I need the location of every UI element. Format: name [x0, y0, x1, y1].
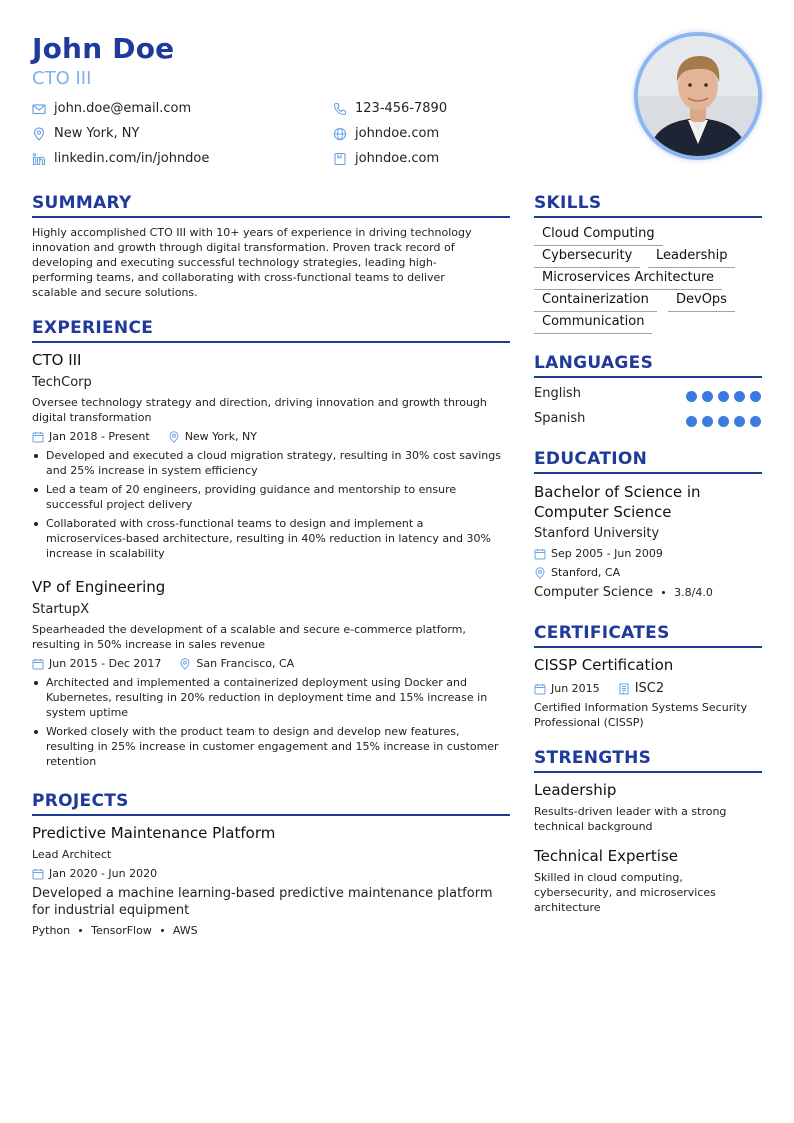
strength-description-line: Skilled in cloud computing,: [534, 871, 683, 884]
project-role: Lead Architect: [32, 848, 112, 861]
email-text: john.doe@email.com: [54, 101, 192, 116]
rating-dot: [718, 391, 729, 402]
job-location: New York, NY: [184, 430, 257, 443]
profile-photo-illustration: [638, 36, 758, 156]
bullet-line: Kubernetes, resulting in 20% reduction in deployment time and 15% increase in: [46, 691, 488, 704]
certificate-description-line: Certified Information Systems Security: [534, 701, 748, 714]
language-rating: [686, 416, 761, 427]
job-dates: Jan 2018 - Present: [49, 430, 150, 443]
languages-divider: [534, 376, 762, 378]
rating-dot: [702, 416, 713, 427]
contact-email[interactable]: [32, 101, 191, 116]
degree-line: Computer Science: [534, 503, 672, 521]
rating-dot: [750, 416, 761, 427]
language-name: Spanish: [534, 411, 586, 426]
certificate-description: [534, 700, 762, 730]
rating-dot: [702, 391, 713, 402]
languages-heading: LANGUAGES: [534, 353, 654, 373]
job-role: VP of Engineering: [32, 578, 166, 596]
strengths-divider: [534, 771, 762, 773]
summary-line: scalable and secure solutions.: [32, 286, 198, 299]
skill-tag: Containerization: [534, 291, 657, 312]
strength-name: Leadership: [534, 781, 617, 799]
strength-description: [534, 870, 762, 915]
location-pin-icon: [534, 567, 546, 579]
summary-line: Highly accomplished CTO III with 10+ years of experience in driving technology: [32, 226, 472, 239]
candidate-name: John Doe: [32, 32, 175, 65]
bullet-line: resulting in 25% increase in customer engagement and 15% increase in customer: [46, 740, 499, 753]
strength-description: [534, 804, 762, 834]
job-meta: [32, 657, 294, 670]
project-description-line: Developed a machine learning-based predictive maintenance platform: [32, 886, 493, 901]
job-company: TechCorp: [32, 375, 92, 390]
summary-divider: [32, 216, 510, 218]
experience-heading: EXPERIENCE: [32, 318, 154, 338]
summary-text: [32, 225, 510, 300]
summary-heading: SUMMARY: [32, 193, 132, 213]
project-description: [32, 885, 510, 919]
education-location: Stanford, CA: [551, 566, 621, 579]
tech-item: Python: [32, 924, 71, 937]
education-gpa: 3.8/4.0: [674, 586, 713, 599]
contact-portfolio[interactable]: [333, 151, 439, 166]
skills-heading: SKILLS: [534, 193, 602, 213]
projects-divider: [32, 814, 510, 816]
job-description-line: digital transformation: [32, 411, 152, 424]
phone-icon: [333, 102, 347, 116]
skill-tag: DevOps: [668, 291, 735, 312]
certificate-date: Jun 2015: [551, 682, 600, 695]
summary-line: developing and executing successful technology strategies, leading high-: [32, 256, 437, 269]
summary-line: innovation and growth through digital transformation. Proven track record of: [32, 241, 455, 254]
strength-description-line: Results-driven leader with a strong: [534, 805, 727, 818]
bullet-line: Collaborated with cross-functional teams to design and implement a: [46, 517, 424, 530]
skills-divider: [534, 216, 762, 218]
contact-phone[interactable]: [333, 101, 447, 116]
degree-line: Bachelor of Science in: [534, 483, 701, 501]
job-bullet: [32, 724, 510, 769]
rating-dot: [750, 391, 761, 402]
certificate-description-line: Professional (CISSP): [534, 716, 644, 729]
education-field: Computer Science: [534, 585, 654, 600]
linkedin-icon: [32, 152, 46, 166]
education-heading: EDUCATION: [534, 449, 648, 469]
education-location-row: [534, 566, 620, 579]
rating-dot: [734, 416, 745, 427]
education-divider: [534, 472, 762, 474]
bullet-line: successful project delivery: [46, 498, 193, 511]
strength-name: Technical Expertise: [534, 847, 679, 865]
education-school: Stanford University: [534, 526, 660, 541]
project-name: Predictive Maintenance Platform: [32, 824, 276, 842]
language-rating: [686, 391, 761, 402]
location-pin-icon: [168, 431, 180, 443]
rating-dot: [718, 416, 729, 427]
project-description-line: for industrial equipment: [32, 903, 190, 918]
job-description-line: Spearheaded the development of a scalable and secure e-commerce platform,: [32, 623, 466, 636]
rating-dot: [686, 416, 697, 427]
bullet-line: retention: [46, 755, 97, 768]
skill-tag: Microservices Architecture: [534, 269, 722, 290]
education-degree: [534, 482, 762, 522]
job-role: CTO III: [32, 351, 82, 369]
language-name: English: [534, 386, 581, 401]
certificate-issuer: ISC2: [634, 681, 665, 696]
rating-dot: [686, 391, 697, 402]
bullet-line: and 25% increase in system efficiency: [46, 464, 258, 477]
calendar-icon: [32, 658, 44, 670]
bullet-line: microservices-based architecture, resulting in 40% reduction in latency and 30%: [46, 532, 491, 545]
job-description-line: resulting in 50% increase in sales revenue: [32, 638, 266, 651]
email-icon: [32, 102, 46, 116]
contact-location: [32, 126, 139, 141]
phone-text: 123-456-7890: [355, 101, 448, 116]
contact-linkedin[interactable]: [32, 151, 209, 166]
bullet-line: Led a team of 20 engineers, providing guidance and mentorship to ensure: [46, 483, 457, 496]
education-dates: Sep 2005 - Jun 2009: [551, 547, 663, 560]
job-bullet: [32, 482, 510, 512]
project-dates: Jan 2020 - Jun 2020: [49, 867, 158, 880]
rating-dot: [734, 391, 745, 402]
strengths-heading: STRENGTHS: [534, 748, 652, 768]
candidate-title: CTO III: [32, 68, 92, 89]
job-dates: Jun 2015 - Dec 2017: [49, 657, 162, 670]
job-description-line: Oversee technology strategy and direction, driving innovation and growth through: [32, 396, 487, 409]
projects-heading: PROJECTS: [32, 791, 129, 811]
location-text: New York, NY: [54, 126, 140, 141]
job-location: San Francisco, CA: [196, 657, 295, 670]
bullet-line: Architected and implemented a containerized deployment using Docker and: [46, 676, 467, 689]
job-description: [32, 622, 510, 652]
calendar-icon: [534, 683, 546, 695]
location-pin-icon: [32, 127, 46, 141]
profile-photo: [634, 32, 762, 160]
skill-tag: Leadership: [648, 247, 735, 268]
job-bullet: [32, 516, 510, 561]
institution-icon: [618, 683, 630, 695]
tech-item: AWS: [172, 924, 198, 937]
strength-description-line: cybersecurity, and microservices: [534, 886, 716, 899]
bullet-line: increase in scalability: [46, 547, 165, 560]
linkedin-text: linkedin.com/in/johndoe: [54, 151, 210, 166]
certificates-divider: [534, 646, 762, 648]
job-bullet: [32, 448, 510, 478]
contact-website[interactable]: [333, 126, 439, 141]
certificates-heading: CERTIFICATES: [534, 623, 670, 643]
experience-divider: [32, 341, 510, 343]
job-description: [32, 395, 510, 425]
bullet-line: Developed and executed a cloud migration strategy, resulting in 30% cost savings: [46, 449, 501, 462]
strength-description-line: technical background: [534, 820, 653, 833]
certificate-name: CISSP Certification: [534, 656, 674, 674]
bullet-line: Worked closely with the product team to design and develop new features,: [46, 725, 460, 738]
tech-item: TensorFlow: [91, 924, 152, 937]
bullet-line: system uptime: [46, 706, 129, 719]
summary-line: performing teams, and collaborating with cross-functional teams to deliver: [32, 271, 445, 284]
skill-tag: Cloud Computing: [534, 225, 663, 246]
project-tech-list: [32, 924, 198, 937]
skill-tag: Communication: [534, 313, 652, 334]
education-dates-row: [534, 547, 663, 560]
job-company: StartupX: [32, 602, 90, 617]
calendar-icon: [32, 431, 44, 443]
calendar-icon: [32, 868, 44, 880]
location-pin-icon: [179, 658, 191, 670]
calendar-icon: [534, 548, 546, 560]
globe-icon: [333, 127, 347, 141]
project-meta: [32, 867, 157, 880]
certificate-meta: [534, 681, 664, 696]
skill-tag: Cybersecurity: [534, 247, 640, 268]
education-field-row: [534, 585, 713, 600]
website-text: johndoe.com: [355, 126, 440, 141]
job-bullet: [32, 675, 510, 720]
portfolio-icon: [333, 152, 347, 166]
portfolio-text: johndoe.com: [355, 151, 440, 166]
strength-description-line: architecture: [534, 901, 601, 914]
job-meta: [32, 430, 257, 443]
